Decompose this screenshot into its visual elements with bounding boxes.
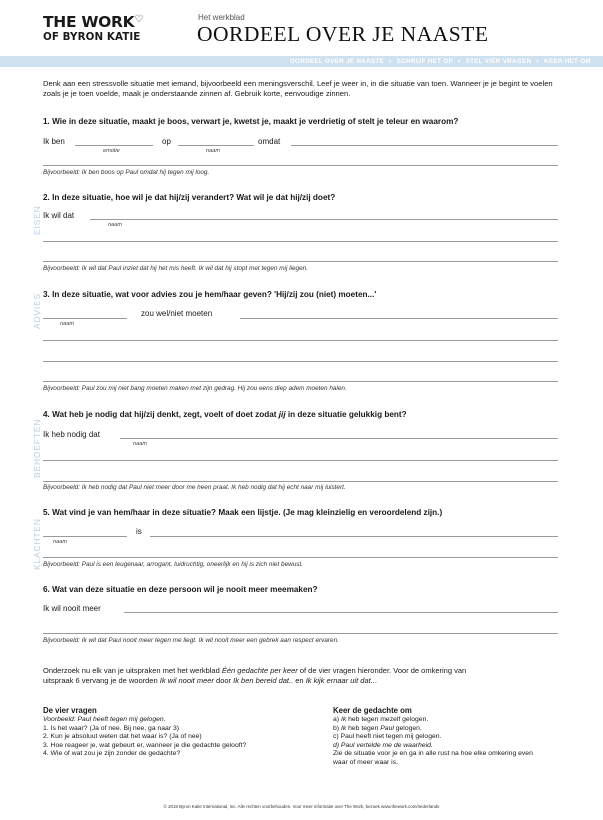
list-item: 2. Kun je absoluut weten dat het waar is? (Ja of nee) <box>43 733 202 741</box>
example-1: Bijvoorbeeld: Ik ben boos op Paul omdat hij tegen mij loog. <box>43 169 210 176</box>
answer-line[interactable] <box>43 361 558 362</box>
label-zou-moeten: zou wel/niet moeten <box>141 309 213 318</box>
label-ik-wil-dat: Ik wil dat <box>43 211 75 220</box>
answer-line[interactable] <box>43 481 558 482</box>
example-4: Bijvoorbeeld: Ik heb nodig dat Paul niet meer door me heen praat. Ik heb nodig dat hij echt naar mij luistert. <box>43 484 346 491</box>
answer-line[interactable] <box>43 241 558 242</box>
answer-line[interactable] <box>240 318 558 319</box>
outro-emphasis: Één gedachte per keer <box>221 666 298 675</box>
turnaround-text: a) <box>333 716 341 723</box>
example-3: Bijvoorbeeld: Paul zou mij niet bang moeten maken met zijn gedrag. Hij zou eens diep adem moeten halen. <box>43 385 347 392</box>
hint-emotie: emotie <box>103 148 120 154</box>
question-4-emphasis: jij <box>278 410 286 419</box>
name-input-line[interactable] <box>43 536 127 537</box>
emotion-input-line[interactable] <box>75 145 153 146</box>
logo-line1: THE WORK <box>43 13 135 31</box>
turnaround-list <box>333 716 533 768</box>
list-item: c) Paul heeft niet tegen mij gelogen. <box>333 733 442 741</box>
question-6: 6. Wat van deze situatie en deze persoon wil je nooit meer meemaken? <box>43 585 318 594</box>
side-label-eisen: EISEN <box>32 205 42 235</box>
label-op: op <box>162 137 171 146</box>
question-2: 2. In deze situatie, hoe wil je dat hij/zij verandert? Wat wil je dat hij/zij doet? <box>43 193 336 202</box>
answer-line[interactable] <box>43 261 558 262</box>
outro-text-part: . <box>374 676 377 685</box>
hint-naam: naam <box>133 441 147 447</box>
hint-naam: naam <box>53 539 67 545</box>
footer-copyright: © 2019 Byron Katie International, Inc. Alle rechten voorbehouden. Voor meer informatie over The Work, bezoek www.thework.com/nederlands <box>163 804 440 809</box>
logo <box>43 15 143 42</box>
answer-line[interactable] <box>43 633 558 634</box>
list-item: 4. Wie of wat zou je zijn zonder de gedachte? <box>43 750 181 758</box>
question-4-text: 4. Wat heb je nodig dat hij/zij denkt, zegt, voelt of doet zodat <box>43 410 279 419</box>
step-write: SCHRIJF HET OP <box>396 58 454 65</box>
question-4 <box>43 410 407 419</box>
turnaround-text: heb tegen mezelf gelogen. <box>346 716 429 723</box>
turnaround-emphasis: Ik <box>340 716 347 723</box>
four-questions-heading: De vier vragen <box>43 706 97 715</box>
hint-naam: naam <box>206 148 220 154</box>
outro-text-part: of de vier vragen hieronder. Voor de omkering van <box>297 666 467 675</box>
question-1: 1. Wie in deze situatie, maakt je boos, verwart je, kwetst je, maakt je verdrietig of stelt je teleur en waarom? <box>43 117 459 126</box>
turnaround-closing: Zie de situatie voor je en ga in alle rust na hoe elke omkering even waar of meer waar is. <box>333 750 533 766</box>
answer-line[interactable] <box>43 557 558 558</box>
hint-naam: naam <box>108 222 122 228</box>
outro-emphasis: Ik kijk ernaar uit dat.. <box>305 676 375 685</box>
outro-text-part: Onderzoek nu elk van je uitspraken met het werkblad <box>43 666 222 675</box>
steps-bar <box>0 56 603 67</box>
step-ask: STEL VIER VRAGEN <box>465 58 532 65</box>
answer-line[interactable] <box>150 536 558 537</box>
answer-line[interactable] <box>43 460 558 461</box>
turnaround-emphasis: Ik <box>340 724 347 732</box>
list-item <box>333 725 533 734</box>
answer-line[interactable] <box>43 340 558 341</box>
answer-line[interactable] <box>43 165 558 166</box>
outro-text-part: uitspraak 6 vervang je de woorden <box>43 676 160 685</box>
intro-text: Denk aan een stressvolle situatie met iemand, bijvoorbeeld een meningsverschil. Leef je weer in, in die situatie van toen. Wanneer je je begint te voelen zoals je je toen voelde, maak je onderstaande zinnen af. Gebruik korte, eenvoudige zinnen. <box>43 79 553 98</box>
outro-emphasis: Ik ben bereid dat.. <box>233 676 294 685</box>
turnaround-text: gelogen. <box>393 724 422 732</box>
answer-line[interactable] <box>90 219 558 220</box>
reason-input-line[interactable] <box>291 145 558 146</box>
list-item <box>333 716 533 725</box>
label-ik-ben: Ik ben <box>43 137 65 146</box>
four-questions-example: Voorbeeld: Paul heeft tegen mij gelogen. <box>43 716 166 723</box>
answer-line[interactable] <box>124 612 558 613</box>
name-input-line[interactable] <box>178 145 254 146</box>
label-ik-heb-nodig: Ik heb nodig dat <box>43 430 100 439</box>
list-item: 1. Is het waar? (Ja of nee. Bij nee, ga naar 3) <box>43 724 180 732</box>
question-5: 5. Wat vind je van hem/haar in deze situatie? Maak een lijstje. (Je mag kleinzielig en veroordelend zijn.) <box>43 508 443 517</box>
answer-line[interactable] <box>43 381 558 382</box>
outro-text-part: en <box>293 676 306 685</box>
question-3: 3. In deze situatie, wat voor advies zou je hem/haar geven? 'Hij/zij zou (niet) moeten...' <box>43 290 377 299</box>
worksheet-subtitle: Het werkblad <box>198 13 245 22</box>
outro-text-part: door <box>213 676 234 685</box>
side-label-klachten: KLACHTEN <box>32 518 42 570</box>
logo-line2: OF BYRON KATIE <box>43 30 141 43</box>
heart-icon: ♡ <box>134 14 144 25</box>
side-label-advies: ADVIES <box>32 293 42 329</box>
list-item: d) Paul vertelde me de waarheid. <box>333 741 433 749</box>
label-ik-wil-nooit-meer: Ik wil nooit meer <box>43 604 101 613</box>
outro-text <box>43 666 573 686</box>
label-omdat: omdat <box>258 137 281 146</box>
turnaround-emphasis: Paul <box>380 724 394 732</box>
name-input-line[interactable] <box>43 318 127 319</box>
side-label-behoeften: BEHOEFTEN <box>32 418 42 478</box>
separator-dot: • <box>389 58 392 65</box>
list-item: 3. Hoe reageer je, wat gebeurt er, wanneer je die gedachte gelooft? <box>43 741 247 749</box>
example-2: Bijvoorbeeld: Ik wil dat Paul inziet dat hij het mis heeft. Ik wil dat hij stopt met tegen mij liegen. <box>43 265 308 272</box>
separator-dot: • <box>458 58 461 65</box>
hint-naam: naam <box>60 321 74 327</box>
outro-emphasis: Ik wil nooit meer <box>159 676 214 685</box>
separator-dot: • <box>536 58 539 65</box>
question-4-text-end: in deze situatie gelukkig bent? <box>285 410 407 419</box>
turnaround-text: b) <box>333 724 341 732</box>
answer-line[interactable] <box>120 438 558 439</box>
turnaround-heading: Keer de gedachte om <box>333 706 412 715</box>
page-title: OORDEEL OVER JE NAASTE <box>197 22 489 46</box>
step-judge: OORDEEL OVER JE NAASTE <box>289 58 385 65</box>
example-5: Bijvoorbeeld: Paul is een leugenaar, arrogant, luidruchtig, oneerlijk en hij is zich niet bewust. <box>43 561 304 568</box>
step-turn: KEER HET OM <box>543 58 591 65</box>
turnaround-text: heb tegen <box>346 724 381 732</box>
four-questions-list <box>43 716 323 759</box>
example-6: Bijvoorbeeld: Ik wil dat Paul nooit meer tegen me liegt. Ik wil nooit meer een gebrek aan respect ervaren. <box>43 637 339 644</box>
label-is: is <box>136 527 142 536</box>
